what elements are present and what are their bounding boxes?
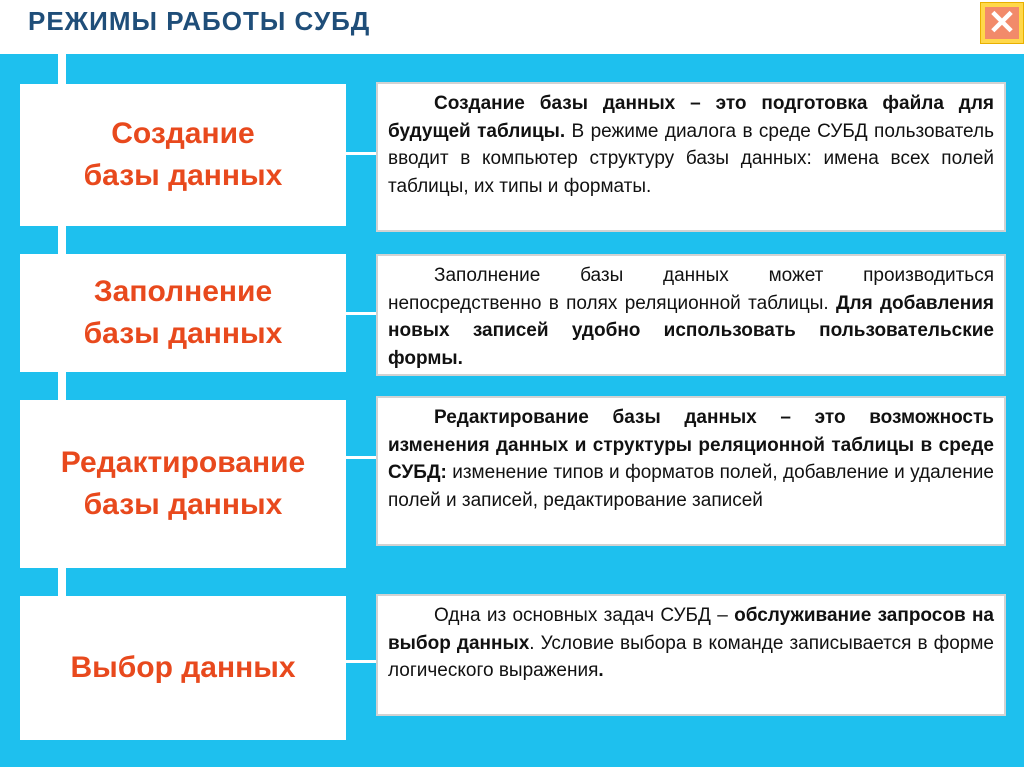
description-text: Одна из основных задач СУБД – xyxy=(434,605,735,626)
connector-line xyxy=(346,456,376,459)
connector-line xyxy=(346,312,376,315)
description-text: изменение типов и форматов полей, добавление и удаление полей и записей, редактирование записей xyxy=(388,462,994,511)
mode-description-select xyxy=(376,594,1006,716)
mode-description-create xyxy=(376,82,1006,232)
modes-panel xyxy=(0,54,1024,767)
mode-label-edit: Редактирование базы данных xyxy=(20,400,346,568)
description-bold-text: . xyxy=(598,660,604,681)
description-text: Заполнение базы данных может производиться непосредственно в полях реляционной таблицы. xyxy=(388,265,994,314)
mode-label-fill: Заполнение базы данных xyxy=(20,254,346,372)
connector-line xyxy=(58,226,66,254)
description-bold-text: обслуживание запросов на выбор данных xyxy=(388,605,994,654)
page-title: РЕЖИМЫ РАБОТЫ СУБД xyxy=(28,6,371,36)
connector-line xyxy=(58,372,66,400)
mode-label-create: Создание базы данных xyxy=(20,84,346,226)
description-bold-text: Создание базы данных – это подготовка файла для будущей таблицы. xyxy=(388,93,994,142)
description-text: В режиме диалога в среде СУБД пользователь вводит в компьютер структуру базы данных: имена всех полей таблицы, их типы и форматы. xyxy=(388,120,994,197)
description-bold-text: Редактирование базы данных – это возможность изменения данных и структуры реляционной таблицы в среде СУБД: xyxy=(388,407,994,483)
mode-description-edit xyxy=(376,396,1006,546)
mode-label-select: Выбор данных xyxy=(20,596,346,740)
connector-line xyxy=(58,54,66,84)
close-icon: ✕ xyxy=(985,7,1019,39)
description-bold-text: Для добавления новых записей удобно использовать пользовательские формы. xyxy=(388,292,994,369)
connector-line xyxy=(58,568,66,596)
connector-line xyxy=(346,152,376,155)
close-button[interactable] xyxy=(980,2,1024,44)
mode-description-fill xyxy=(376,254,1006,376)
connector-line xyxy=(346,660,376,663)
description-text: . Условие выбора в команде записывается в форме логического выражения xyxy=(388,632,994,681)
